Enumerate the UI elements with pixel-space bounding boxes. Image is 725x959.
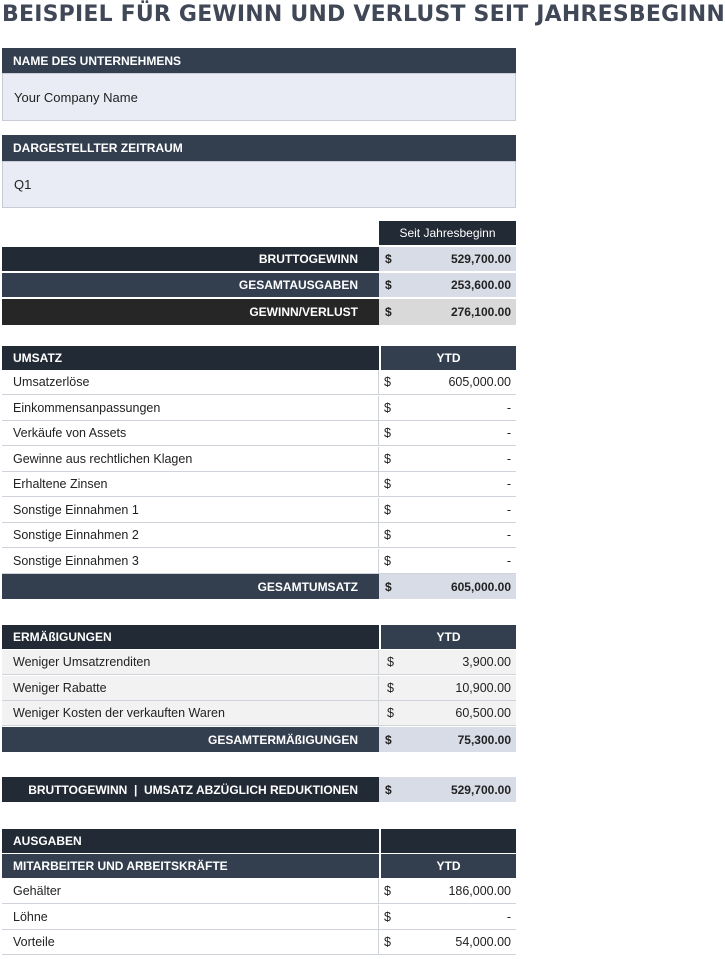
currency-symbol: $ xyxy=(387,681,394,695)
currency-symbol: $ xyxy=(384,401,391,415)
row-value: 3,900.00 xyxy=(462,655,511,669)
table-row[interactable] xyxy=(2,930,516,955)
summary-label: GESAMTAUSGABEN xyxy=(2,273,379,297)
currency-symbol: $ xyxy=(379,574,399,599)
table-row[interactable] xyxy=(2,370,516,395)
total-value: 75,300.00 xyxy=(399,727,516,752)
row-value: 10,900.00 xyxy=(455,681,511,695)
row-label: Gehälter xyxy=(2,879,379,903)
revenue-header-row xyxy=(2,346,516,370)
currency-symbol: $ xyxy=(384,884,391,898)
reductions-ytd-header: YTD xyxy=(379,625,516,649)
table-row[interactable] xyxy=(2,447,516,472)
currency-symbol: $ xyxy=(379,727,399,752)
row-label: Sonstige Einnahmen 3 xyxy=(2,549,379,573)
row-label: Weniger Umsatzrenditen xyxy=(2,650,379,674)
company-name-field[interactable]: Your Company Name xyxy=(2,73,516,121)
currency-symbol: $ xyxy=(384,375,391,389)
row-label: Verkäufe von Assets xyxy=(2,421,379,445)
gross-profit-label: BRUTTOGEWINN | UMSATZ ABZÜGLICH REDUKTIONEN xyxy=(2,777,379,802)
summary-value: 529,700.00 xyxy=(399,247,516,271)
row-label: Weniger Kosten der verkauften Waren xyxy=(2,701,379,725)
expenses-header: AUSGABEN xyxy=(2,829,379,853)
row-value: - xyxy=(506,910,511,924)
summary-value: 253,600.00 xyxy=(399,273,516,297)
gross-profit-value: 529,700.00 xyxy=(399,777,516,802)
table-row[interactable] xyxy=(2,905,516,930)
currency-symbol: $ xyxy=(384,452,391,466)
row-value: 54,000.00 xyxy=(455,935,511,949)
total-label: GESAMTERMÄßIGUNGEN xyxy=(2,727,379,752)
expenses-header-row xyxy=(2,829,516,853)
table-row[interactable] xyxy=(2,879,516,904)
currency-symbol: $ xyxy=(384,528,391,542)
table-row[interactable] xyxy=(2,676,516,701)
row-value: - xyxy=(506,477,511,491)
reductions-header-row xyxy=(2,625,516,649)
reductions-total-row xyxy=(2,727,516,752)
row-value: 60,500.00 xyxy=(455,706,511,720)
expenses-subheader: MITARBEITER UND ARBEITSKRÄFTE xyxy=(2,854,379,878)
row-label: Weniger Rabatte xyxy=(2,676,379,700)
row-value: - xyxy=(506,528,511,542)
row-label: Gewinne aus rechtlichen Klagen xyxy=(2,447,379,471)
currency-symbol: $ xyxy=(387,706,394,720)
summary-row-total-expenses xyxy=(2,273,516,297)
row-value: 605,000.00 xyxy=(448,375,511,389)
company-name-label: NAME DES UNTERNEHMENS xyxy=(2,48,516,73)
currency-symbol: $ xyxy=(384,503,391,517)
table-row[interactable] xyxy=(2,523,516,548)
table-row[interactable] xyxy=(2,701,516,726)
currency-symbol: $ xyxy=(379,299,399,325)
currency-symbol: $ xyxy=(384,554,391,568)
row-value: - xyxy=(506,401,511,415)
summary-label: BRUTTOGEWINN xyxy=(2,247,379,271)
row-value: - xyxy=(506,452,511,466)
total-value: 605,000.00 xyxy=(399,574,516,599)
currency-symbol: $ xyxy=(384,426,391,440)
row-label: Sonstige Einnahmen 2 xyxy=(2,523,379,547)
period-label: DARGESTELLTER ZEITRAUM xyxy=(2,135,516,161)
expenses-subheader-row xyxy=(2,854,516,878)
currency-symbol: $ xyxy=(387,655,394,669)
row-label: Vorteile xyxy=(2,930,379,954)
revenue-total-row xyxy=(2,574,516,599)
gross-profit-row xyxy=(2,777,516,802)
revenue-header: UMSATZ xyxy=(2,346,379,370)
row-value: - xyxy=(506,503,511,517)
row-value: 186,000.00 xyxy=(448,884,511,898)
row-label: Sonstige Einnahmen 1 xyxy=(2,498,379,522)
reductions-header: ERMÄßIGUNGEN xyxy=(2,625,379,649)
table-row[interactable] xyxy=(2,549,516,574)
row-value: - xyxy=(506,554,511,568)
currency-symbol: $ xyxy=(384,935,391,949)
row-label: Umsatzerlöse xyxy=(2,370,379,394)
currency-symbol: $ xyxy=(384,477,391,491)
row-label: Löhne xyxy=(2,905,379,929)
currency-symbol: $ xyxy=(379,273,399,297)
row-label: Erhaltene Zinsen xyxy=(2,472,379,496)
table-row[interactable] xyxy=(2,421,516,446)
currency-symbol: $ xyxy=(384,910,391,924)
table-row[interactable] xyxy=(2,396,516,421)
summary-value: 276,100.00 xyxy=(399,299,516,325)
currency-symbol: $ xyxy=(379,777,399,802)
table-row[interactable] xyxy=(2,650,516,675)
summary-label: GEWINN/VERLUST xyxy=(2,299,379,325)
page-title: BEISPIEL FÜR GEWINN UND VERLUST SEIT JAHRESBEGINN xyxy=(2,2,725,27)
expenses-ytd-header: YTD xyxy=(379,854,516,878)
summary-row-profit-loss xyxy=(2,299,516,325)
table-row[interactable] xyxy=(2,498,516,523)
table-row[interactable] xyxy=(2,472,516,497)
expenses-header-blank xyxy=(379,829,516,853)
row-label: Einkommensanpassungen xyxy=(2,396,379,420)
revenue-ytd-header: YTD xyxy=(379,346,516,370)
currency-symbol: $ xyxy=(379,247,399,271)
row-value: - xyxy=(506,426,511,440)
summary-ytd-header: Seit Jahresbeginn xyxy=(379,221,516,245)
total-label: GESAMTUMSATZ xyxy=(2,574,379,599)
period-field[interactable]: Q1 xyxy=(2,161,516,208)
summary-row-gross-profit xyxy=(2,247,516,271)
